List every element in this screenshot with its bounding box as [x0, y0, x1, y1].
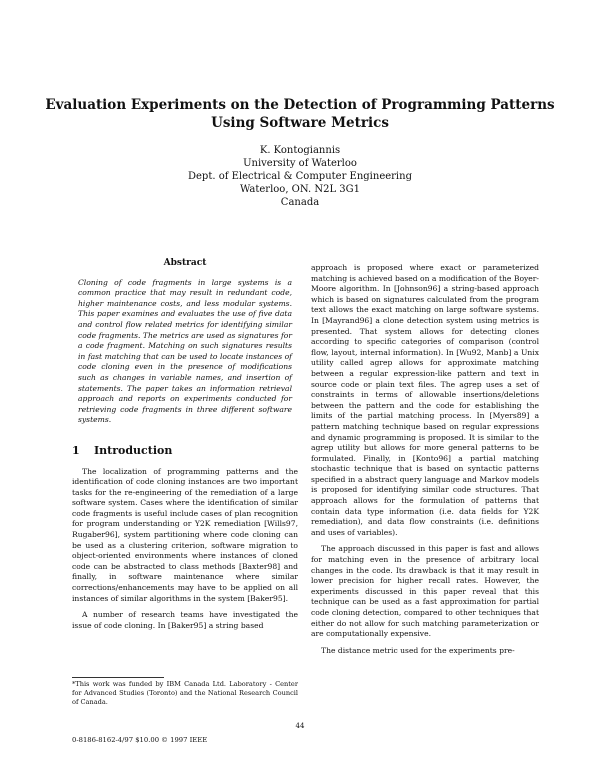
affiliation-country: Canada: [280, 197, 320, 208]
section-number: 1: [72, 443, 80, 457]
author-name: K. Kontogiannis: [259, 145, 341, 156]
title-line-1: Evaluation Experiments on the Detection of Programming Patterns: [45, 97, 555, 113]
section-heading-introduction: [72, 443, 298, 457]
body-paragraph-2: The approach discussed in this paper is fast and allows for matching even in the presence of arbitrary local changes in the code. Its drawback is that it may result in lower precision for higher recall rates. However, the experiments discussed in this paper reveal that this technique can be used as a fast approximation for partial code cloning detection, compared to other techniques that either do not allow for such matching parameterization or are computationally expensive.: [311, 544, 539, 639]
abstract-heading: Abstract: [163, 258, 207, 268]
section-title-text: Introduction: [94, 443, 173, 457]
body-paragraph-1: approach is proposed where exact or parameterized matching is achieved based on a modification of the Boyer-Moore algorithm. In [Johnson96] a string-based approach which is based on signatures calculated from the program text allows the exact matching on large software systems. In [Mayrand96] a clone detection system using metrics is presented. That system allows for detecting clones according to specific categories of comparison (control flow, layout, internal information). In [Wu92, Manb] a Unix utility called agrep allows for approximate matching between a regular expression-like pattern and text in source code or plain text files. The agrep uses a set of constraints in terms of allowable insertions/deletions between the pattern and the code for establishing the limits of the partial matching process. In [Myers89] a pattern matching technique based on regular expressions and dynamic programming is proposed. It is similar to the agrep utility but allows for more general patterns to be formulated. Finally, in [Konto96] a partial matching stochastic technique that is based on syntactic patterns specified in a abstract query language and Markov models is proposed for identifying similar code structures. That approach allows for the formulation of patterns that contain data type information (i.e. data fields for Y2K remediation), and data flow constraints (i.e. definitions and uses of variables).: [311, 263, 539, 537]
abstract-text: Cloning of code fragments in large systems is a common practice that may result in redundant code, higher maintenance costs, and less modular systems. This paper examines and evaluates the use of five data and control flow related metrics for identifying similar code fragments. The metrics are used as signatures for a code fragment. Matching on such signatures results in fast matching that can be used to locate instances of code cloning even in the presence of modifications such as changes in variable names, and insertion of statements. The paper takes an information retrieval approach and reports on experiments conducted for retrieving code fragments in three different software systems.: [78, 277, 292, 425]
affiliation-university: University of Waterloo: [243, 158, 357, 169]
affiliation-address: Waterloo, ON. N2L 3G1: [240, 184, 360, 195]
title-line-2: Using Software Metrics: [211, 115, 389, 131]
author-block: [100, 144, 500, 209]
right-column: [311, 263, 539, 662]
footnote: *This work was funded by IBM Canada Ltd. Laboratory - Center for Advanced Studies (Toronto) and the National Research Council of Canada.: [72, 680, 298, 706]
footnote-rule: [72, 677, 164, 678]
left-column: [72, 258, 298, 637]
paper-title: [40, 96, 560, 132]
page-number: 44: [295, 722, 305, 730]
affiliation-department: Dept. of Electrical & Computer Engineering: [188, 171, 412, 182]
body-paragraph-3: The distance metric used for the experiments pre-: [321, 645, 515, 655]
copyright-line: 0-8186-8162-4/97 $10.00 © 1997 IEEE: [72, 736, 208, 744]
intro-paragraph-2: A number of research teams have investigated the issue of code cloning. In [Baker95] a string based: [72, 610, 298, 630]
intro-paragraph-1: The localization of programming patterns and the identification of code cloning instances are two important tasks for the re-engineering of the remediation of a large software system. Cases where the identification of similar code fragments is useful include cases of plan recognition for program understanding or Y2K remediation [Wills97, Rugaber96], system partitioning where code cloning can be used as a clustering criterion, software migration to object-oriented environments where instances of cloned code can be abstracted to class methods [Baxter98] and finally, in software maintenance where similar corrections/enhancements may have to be applied on all instances of similar algorithms in the system [Baker95].: [72, 466, 298, 603]
